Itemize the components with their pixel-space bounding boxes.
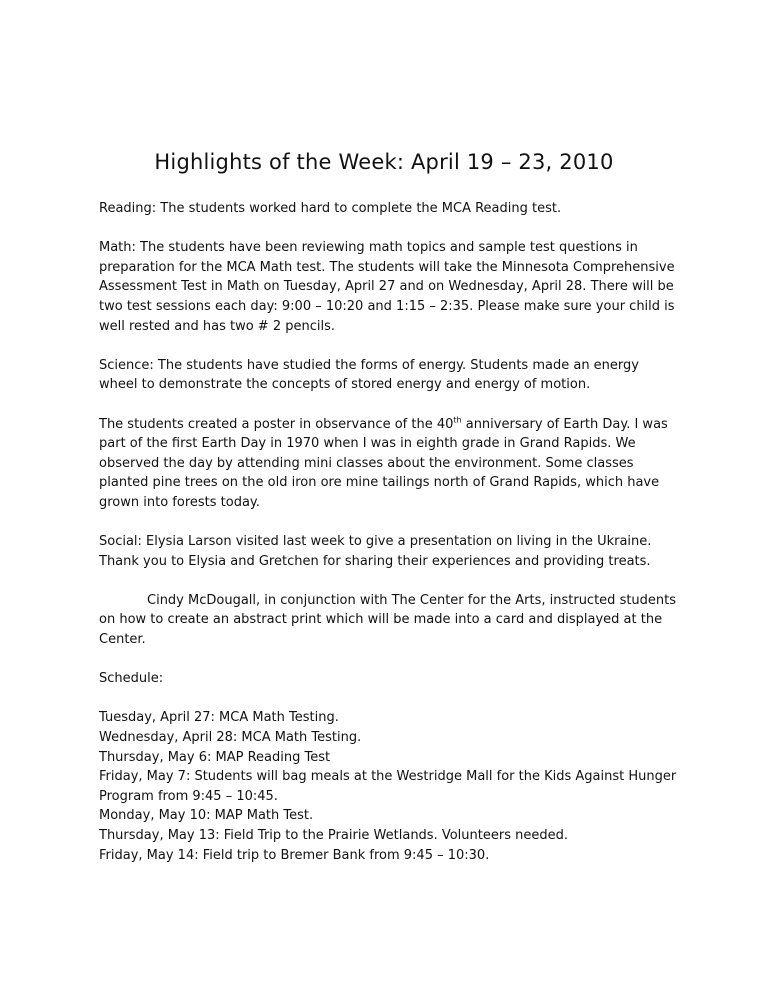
ordinal-superscript: th [453,415,462,425]
schedule-item: Wednesday, April 28: MCA Math Testing. [99,730,362,746]
reading-paragraph: Reading: The students worked hard to complete the MCA Reading test. [99,201,562,216]
arts-paragraph: Cindy McDougall, in conjunction with The Center for the Arts, instructed students on how to create an abstract print which will be made into a card and displayed at the Center. [99,592,677,648]
document-body [99,199,679,865]
schedule-item: Monday, May 10: MAP Math Test. [99,808,314,824]
earth-day-paragraph [99,415,679,513]
math-paragraph: Math: The students have been reviewing math topics and sample test questions in preparation for the MCA Math test. The students will take the Minnesota Comprehensive Assessment Test in Math on Tuesday, April 27 and on Wednesday, April 28. There will be two test sessions each day: 9:00 – 10:20 and 1:15 – 2:35. Please make sure your child is well rested and has two # 2 pencils. [99,240,675,334]
earth-day-text-end: anniversary of Earth Day. I was part of the first Earth Day in 1970 when I was in eighth grade in Grand Rapids. We observed the day by attending mini classes about the environment. Some classes planted pine trees on the old iron ore mine tailings north of Grand Rapids, which have grown into forests today. [99,416,668,510]
schedule-item: Friday, May 7: Students will bag meals at the Westridge Mall for the Kids Against Hunger Program from 9:45 – 10:45. [99,769,677,804]
schedule-heading: Schedule: [99,671,164,687]
page-title: Highlights of the Week: April 19 – 23, 2010 [154,150,614,174]
schedule-item: Tuesday, April 27: MCA Math Testing. [99,710,339,726]
social-paragraph: Social: Elysia Larson visited last week to give a presentation on living in the Ukraine. Thank you to Elysia and Gretchen for sharing their experiences and providing treats. [99,534,652,569]
earth-day-text-start: The students created a poster in observance of the 40 [99,416,454,432]
schedule-item: Friday, May 14: Field trip to Bremer Bank from 9:45 – 10:30. [99,847,490,863]
science-paragraph: Science: The students have studied the forms of energy. Students made an energy wheel to demonstrate the concepts of stored energy and energy of motion. [99,357,639,393]
schedule-list [99,708,679,865]
schedule-item: Thursday, May 6: MAP Reading Test [99,749,331,765]
schedule-item: Thursday, May 13: Field Trip to the Prairie Wetlands. Volunteers needed. [99,828,568,843]
